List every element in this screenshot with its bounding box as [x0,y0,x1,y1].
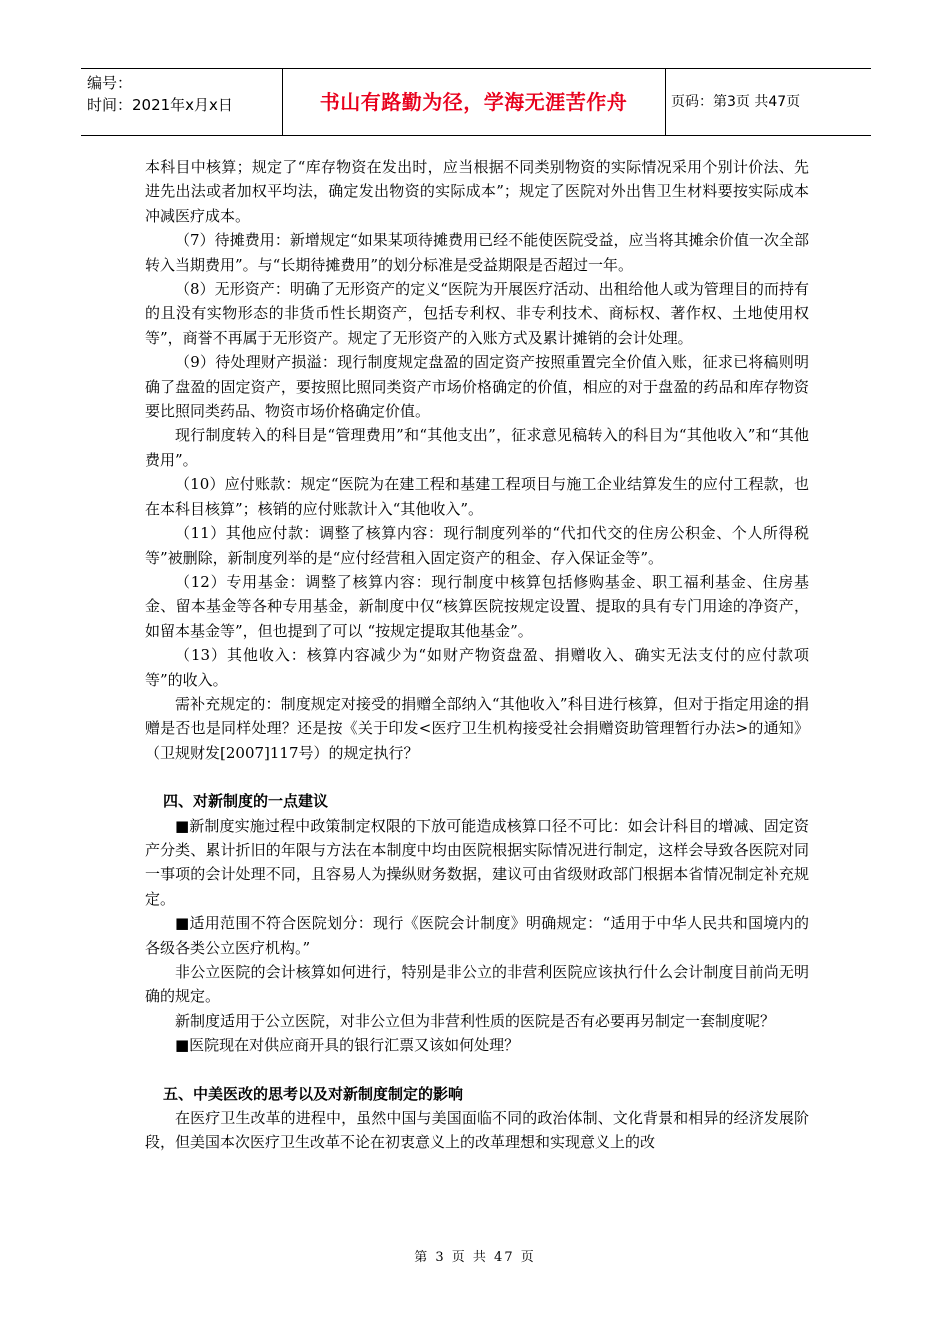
paragraph: 在医疗卫生改革的进程中，虽然中国与美国面临不同的政治体制、文化背景和相异的经济发展阶段，但美国本次医疗卫生改革不论在初衷意义上的改革理想和实现意义上的改 [145,1109,809,1152]
header-meta [87,72,233,116]
header-divider-right [665,68,666,136]
paragraph: （12）专用基金：调整了核算内容：现行制度中核算包括修购基金、职工福利基金、住房基金、留本基金等各种专用基金，新制度中仅“核算医院按规定设置、提取的具有专门用途的净资产，如留本基金等”，但也提到了可以 “按规定提取其他基金”。 [145,572,809,640]
paragraph: （13）其他收入：核算内容减少为“如财产物资盘盈、捐赠收入、确实无法支付的应付款项等”的收入。 [145,646,809,689]
page-footer: 第 3 页 共 47 页 [414,1250,536,1265]
header-date: 时间：2021年x月x日 [87,96,233,114]
paragraph: 需补充规定的：制度规定对接受的捐赠全部纳入“其他收入”科目进行核算，但对于指定用途的捐赠是否也是同样处理？还是按《关于印发<医疗卫生机构接受社会捐赠资助管理暂行办法>的通知》（卫规财发[2007]117号）的规定执行？ [145,694,809,762]
paragraph: ■新制度实施过程中政策制定权限的下放可能造成核算口径不可比：如会计科目的增减、固定资产分类、累计折旧的年限与方法在本制度中均由医院根据实际情况进行制定，这样会导致各医院对同一事项的会计处理不同，且容易人为操纵财务数据，建议可由省级财政部门根据本省情况制定补充规定。 [145,816,809,908]
document-body [145,155,809,1155]
header-motto: 书山有路勤为径，学海无涯苦作舟 [319,90,628,114]
paragraph: （11）其他应付款：调整了核算内容：现行制度列举的“代扣代交的住房公积金、个人所得税等”被删除，新制度列举的是“应付经营租入固定资产的租金、存入保证金等”。 [145,524,809,567]
paragraph: ■医院现在对供应商开具的银行汇票又该如何处理？ [175,1036,520,1055]
paragraph: （9）待处理财产损溢：现行制度规定盘盈的固定资产按照重置完全价值入账，征求已将稿则明确了盘盈的固定资产，要按照比照同类资产市场价格确定的价值，相应的对于盘盈的药品和库存物资要比照同类药品、物资市场价格确定价值。 [145,353,809,421]
paragraph: 非公立医院的会计核算如何进行，特别是非公立的非营利医院应该执行什么会计制度目前尚无明确的规定。 [145,963,809,1006]
page-header [81,68,871,136]
paragraph: ■适用范围不符合医院划分：现行《医院会计制度》明确规定：“适用于中华人民共和国境内的各级各类公立医疗机构。” [145,914,809,957]
section-heading: 五、中美医改的思考以及对新制度制定的影响 [163,1084,464,1103]
paragraph: 现行制度转入的科目是“管理费用”和“其他支出”，征求意见稿转入的科目为“其他收入”和“其他费用”。 [145,426,809,469]
paragraph: 新制度适用于公立医院，对非公立但为非营利性质的医院是否有必要再另制定一套制度呢？ [175,1011,776,1030]
paragraph: （10）应付账款：规定“医院为在建工程和基建工程项目与施工企业结算发生的应付工程款，也在本科目核算”；核销的应付账款计入“其他收入”。 [145,475,809,518]
paragraph: （8）无形资产：明确了无形资产的定义“医院为开展医疗活动、出租给他人或为管理目的而持有的且没有实物形态的非货币性长期资产，包括专利权、非专利技术、商标权、著作权、土地使用权等”，商誉不再属于无形资产。规定了无形资产的入账方式及累计摊销的会计处理。 [145,280,809,347]
paragraph: （7）待摊费用：新增规定“如果某项待摊费用已经不能使医院受益，应当将其摊余价值一次全部转入当期费用”。与“长期待摊费用”的划分标准是受益期限是否超过一年。 [145,231,809,274]
header-page-info: 页码：第3页 共47页 [671,94,801,110]
paragraph: 本科目中核算；规定了“库存物资在发出时，应当根据不同类别物资的实际情况采用个别计价法、先进先出法或者加权平均法，确定发出物资的实际成本”；规定了医院对外出售卫生材料要按实际成本冲减医疗成本。 [145,158,809,225]
section-heading: 四、对新制度的一点建议 [163,792,329,811]
header-number: 编号： [87,74,133,92]
